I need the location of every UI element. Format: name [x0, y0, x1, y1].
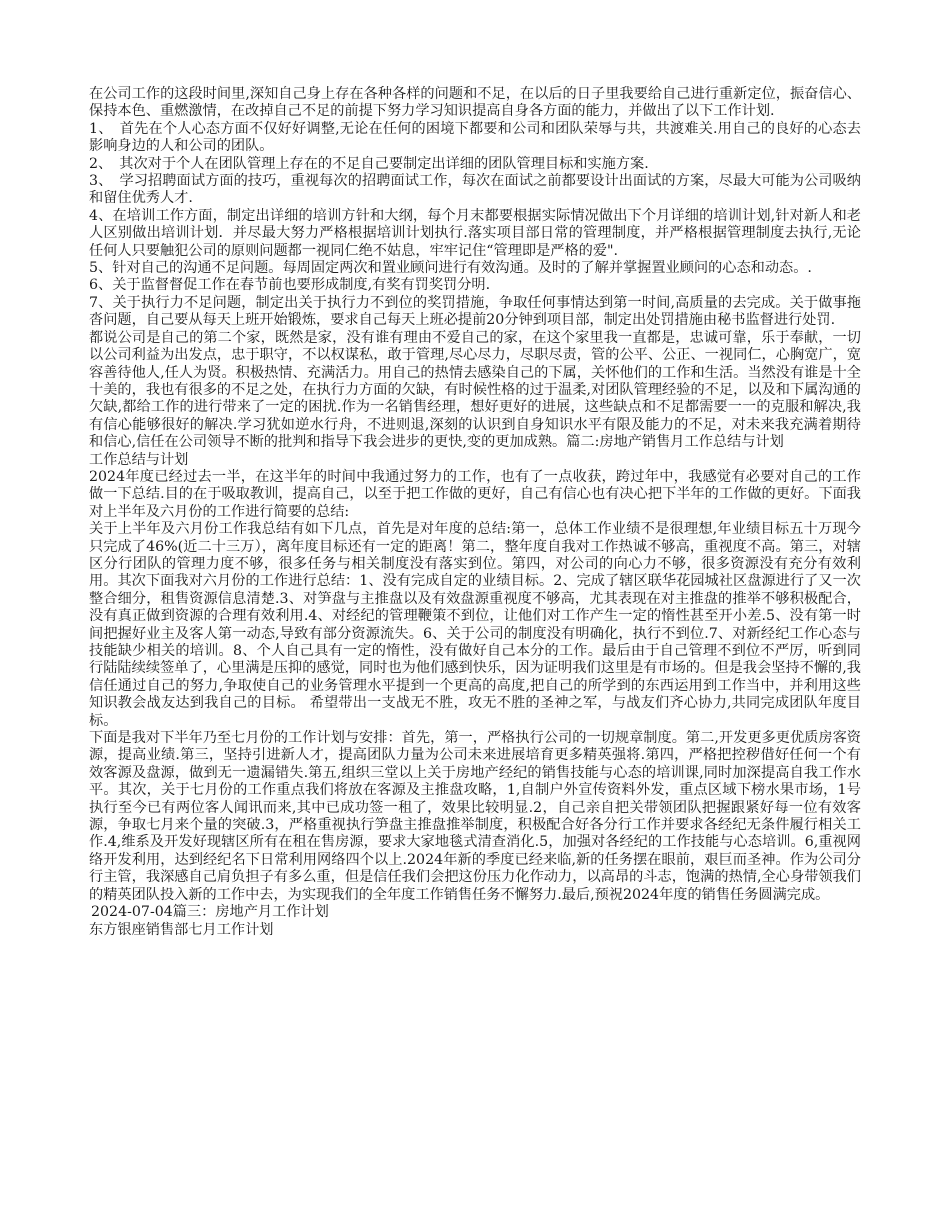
june-summary-paragraph: 关于上半年及六月份工作我总结有如下几点，首先是对年度的总结:第一，总体工作业绩不是很理想,年业绩目标五十万现今只完成了46%(近二十三万），离年度目标还有一定的距离！第二，整年度自我对工作热诚不够高，重视度不高。第三，对辖区分行团队的管理力度不够，很多任务与相关制度没有落实到位。第四，对公司的向心力不够，很多资源没有充分有效利用。其次下面我对六月份的工作进行总结：1、没有完成自定的业绩目标。2、完成了辖区联华花园城社区盘源进行了又一次整合细分，租售资源信息清楚.3、对笋盘与主推盘以及有效盘源重视度不够高，尤其表现在对主推盘的推举不够积极配合，没有真正做到资源的合理有效利用.4、对经纪的管理鞭策不到位，让他们对工作产生一定的惰性甚至开小差.5、没有第一时间把握好业主及客人第一动态,导致有部分资源流失。6、关于公司的制度没有明确化，执行不到位.7、对新经纪工作心态与技能缺少相关的培训。8、个人自己具有一定的惰性，没有做好自己本分的工作。最后由于自己管理不到位不严厉，听到同行陆陆续续签单了，心里满是压抑的感觉，同时也为他们感到快乐，因为证明我们这里是有市场的。但是我会坚持不懈的,我信任通过自己的努力,争取使自己的业务管理水平提到一个更高的高度,把自己的所学到的东西运用到工作当中，并利用这些知识教会战友达到我自己的目标。 希望带出一支战无不胜，攻无不胜的圣神之军，与战友们齐心协力,共同完成团队年度目标。	[89, 521, 861, 729]
plan-item-1: 1、 首先在个人心态方面不仅好好调整,无论在任何的困境下都要和公司和团队荣辱与共，共渡难关.用自己的良好的心态去影响身边的人和公司的团队。	[89, 120, 861, 155]
document-body	[89, 86, 861, 939]
plan-item-6: 6、关于监督督促工作在春节前也要形成制度,有奖有罚奖罚分明.	[89, 277, 491, 294]
july-plan-paragraph: 下面是我对下半年乃至七月份的工作计划与安排：首先，第一，严格执行公司的一切规章制度。第二,开发更多更优质房客资源，提高业绩.第三，坚持引进新人才，提高团队力量为公司未来进展培育更多精英强将.第四，严格把控秽借好任何一个有效客源及盘源，做到无一遗漏错失.第五,组织三堂以上关于房地产经纪的销售技能与心态的培训课,同时加深提高自我工作水平。其次，关于七月份的工作重点我们将放在客源及主推盘攻略，1,自制户外宣传资料外发，重点区域下榜水果市场，1号执行至今已有两位客人闻讯而来,其中已成功签一租了，效果比较明显.2，自己亲自把关带领团队把握跟紧好每一位有效客源，争取七月来个量的突破.3，严格重视执行笋盘主推盘推举制度，积极配合好各分行工作并要求各经纪无条件履行相关工作.4,维系及开发好现辖区所有在租在售房源，要求大家地毯式清查消化.5，加强对各经纪的工作技能与心态培训。6,重视网络开发利用，达到经纪名下日常利用网络四个以上.2024年新的季度已经来临,新的任务摆在眼前，艰巨而圣神。作为公司分行主管，我深感自己肩负担子有多么重，但是信任我们会把这份压力化作动力，以高昂的斗志，饱满的热情,全心身带领我们的精英团队投入新的工作中去，为实现我们的全年度工作销售任务不懈努力.最后,预祝2024年度的销售任务圆满完成。	[89, 730, 861, 903]
plan-item-7: 7、关于执行力不足问题，制定出关于执行力不到位的奖罚措施，争取任何事情达到第一时间,高质量的去完成。关于做事拖沓问题，自己要从每天上班开始锻炼，要求自己每天上班必提前20分钟到项目部，制定出处罚措施由秘书监督进行处罚.	[89, 294, 861, 329]
plan-item-4: 4、在培训工作方面，制定出详细的培训方针和大纲，每个月末都要根据实际情况做出下个月详细的培训计划,针对新人和老人区别做出培训计划．并尽最大努力严格根据培训计划执行.落实项目部日常的管理制度，并严格根据管理制度去执行,无论任何人只要触犯公司的原则问题都一视同仁绝不姑息，牢牢记住“管理即是严格的爱".	[89, 207, 861, 259]
date-heading: 2024-07-04篇三：房地产月工作计划	[91, 904, 329, 921]
plan-item-5: 5、针对自己的沟通不足问题。每周固定两次和置业顾问进行有效沟通。及时的了解并掌握置业顾问的心态和动态。.	[89, 260, 812, 277]
section-heading: 工作总结与计划	[89, 451, 189, 468]
plan-item-3: 3、 学习招聘面试方面的技巧，重视每次的招聘面试工作，每次在面试之前都要设计出面试的方案，尽最大可能为公司吸纳和留住优秀人才.	[89, 173, 861, 207]
intro-paragraph: 在公司工作的这段时间里,深知自己身上存在各种各样的问题和不足，在以后的日子里我要给自己进行重新定位，振奋信心、保持本色、重燃激情，在改掉自己不足的前提下努力学习知识提高自身各方面的能力，并做出了以下工作计划.	[89, 86, 861, 120]
plan-item-2: 2、 其次对于个人在团队管理上存在的不足自己要制定出详细的团队管理目标和实施方案.	[89, 155, 649, 172]
half-year-summary-paragraph: 2024年度已经过去一半，在这半年的时间中我通过努力的工作，也有了一点收获，跨过年中，我感觉有必要对自己的工作做一下总结.目的在于吸取教训，提高自己，以至于把工作做的更好，自己有信心也有决心把下半年的工作做的更好。下面我对上半年及六月份的工作进行简要的总结:	[89, 468, 861, 520]
company-home-paragraph: 都说公司是自己的第二个家，既然是家，没有谁有理由不爱自己的家，在这个家里我一直都是，忠诚可靠，乐于奉献，一切以公司利益为出发点，忠于职守，不以权谋私，敢于管理,尽心尽力，尽职尽责，管的公平、公正、一视同仁，心胸宽广，宽容善待他人,任人为贤。积极热情、充满活力。用自己的热情去感染自己的下属，关怀他们的工作和生活。当然没有谁是十全十美的，我也有很多的不足之处，在执行力方面的欠缺，有时候性格的过于温柔,对团队管理经验的不足，以及和下属沟通的欠缺,都给工作的进行带来了一定的困扰.作为一名销售经理，想好更好的进展，这些缺点和不足都需要一一的克服和解决,我有信心能够很好的解决.学习犹如逆水行舟，不进则退,深刻的认识到自身知识水平有限及能力的不足，对未来我充满着期待和信心,信任在公司领导不断的批判和指导下我会进步的更快,变的更加成熟。篇二:房地产销售月工作总结与计划	[89, 329, 861, 451]
final-heading: 东方银座销售部七月工作计划	[89, 921, 274, 938]
